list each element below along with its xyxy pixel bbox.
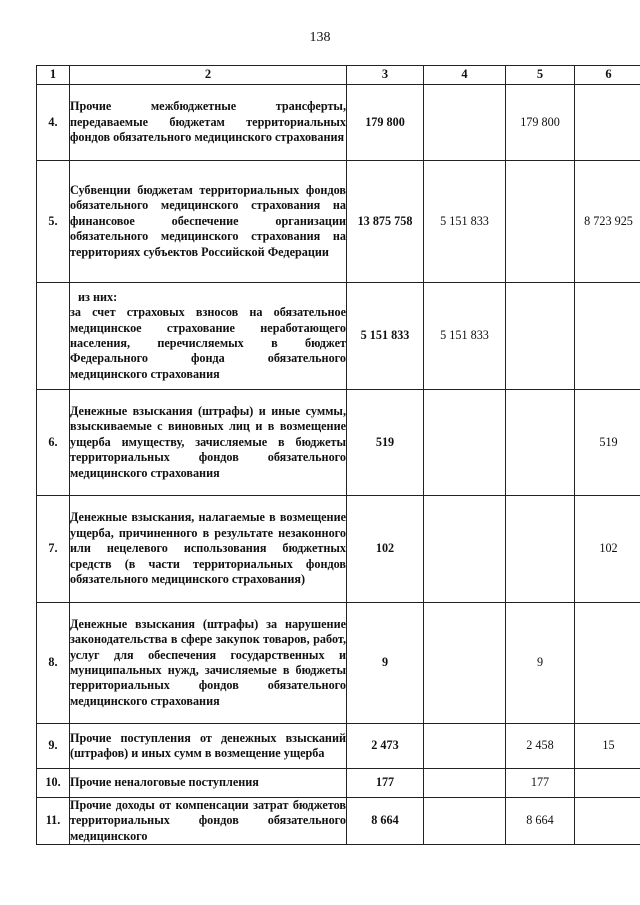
cell-col3: 8 664 (347, 798, 424, 845)
table-row (37, 161, 640, 283)
row-number: 11. (37, 798, 70, 845)
cell-col6 (575, 769, 640, 798)
row-description: Прочие поступления от денежных взысканий (штрафов) и иных сумм в возмещение ущерба (70, 724, 347, 769)
cell-col4: 5 151 833 (424, 161, 506, 283)
cell-col5: 9 (506, 603, 575, 724)
cell-col6 (575, 603, 640, 724)
cell-col5 (506, 390, 575, 496)
column-header-1: 1 (37, 66, 70, 85)
table-row (37, 390, 640, 496)
row-number (37, 283, 70, 390)
cell-col4 (424, 798, 506, 845)
row-description: Денежные взыскания (штрафы) за нарушение законодательства в сфере закупок товаров, работ, услуг для обеспечения государственных и муниципальных нужд, зачисляемые в бюджеты территориальных фондов обязательного медицинского страхования (70, 603, 347, 724)
cell-col5: 2 458 (506, 724, 575, 769)
cell-col3: 9 (347, 603, 424, 724)
cell-col5 (506, 161, 575, 283)
cell-col3: 102 (347, 496, 424, 603)
cell-col3: 519 (347, 390, 424, 496)
row-number: 5. (37, 161, 70, 283)
cell-col6: 8 723 925 (575, 161, 640, 283)
cell-col3: 179 800 (347, 85, 424, 161)
row-subheading: из них: (78, 289, 118, 304)
header-row (37, 66, 640, 85)
cell-col3: 2 473 (347, 724, 424, 769)
row-description: Прочие неналоговые поступления (70, 769, 347, 798)
row-description: Денежные взыскания, налагаемые в возмещение ущерба, причиненного в результате незаконного или нецелевого использования бюджетных средств (в части территориальных фондов обязательного медицинского страхования) (70, 496, 347, 603)
table-row (37, 769, 640, 798)
column-header-3: 3 (347, 66, 424, 85)
row-description (70, 283, 347, 390)
cell-col3: 5 151 833 (347, 283, 424, 390)
cell-col6 (575, 85, 640, 161)
row-description: Прочие межбюджетные трансферты, передаваемые бюджетам территориальных фондов обязательного медицинского страхования (70, 85, 347, 161)
row-description-text: за счет страховых взносов на обязательное медицинское страхование неработающего населения, перечисляемых в бюджет Федерального фонда обязательного медицинского страхования (70, 305, 346, 381)
cell-col4 (424, 390, 506, 496)
table-row (37, 283, 640, 390)
row-description: Денежные взыскания (штрафы) и иные суммы, взыскиваемые с виновных лиц и в возмещение ущерба имуществу, зачисляемые в бюджеты территориальных фондов обязательного медицинского страхования (70, 390, 347, 496)
row-number: 8. (37, 603, 70, 724)
cell-col5: 179 800 (506, 85, 575, 161)
table-row (37, 85, 640, 161)
row-number: 7. (37, 496, 70, 603)
cell-col4 (424, 496, 506, 603)
page-number: 138 (309, 30, 331, 45)
cell-col4 (424, 85, 506, 161)
column-header-6: 6 (575, 66, 640, 85)
cell-col5: 177 (506, 769, 575, 798)
cell-col6 (575, 798, 640, 845)
cell-col6 (575, 283, 640, 390)
cell-col6: 102 (575, 496, 640, 603)
budget-table (36, 65, 640, 845)
cell-col4 (424, 603, 506, 724)
cell-col5 (506, 283, 575, 390)
column-header-5: 5 (506, 66, 575, 85)
cell-col4 (424, 769, 506, 798)
cell-col3: 13 875 758 (347, 161, 424, 283)
table-row (37, 798, 640, 845)
cell-col5: 8 664 (506, 798, 575, 845)
cell-col6: 15 (575, 724, 640, 769)
table-row (37, 603, 640, 724)
row-description: Субвенции бюджетам территориальных фондов обязательного медицинского страхования на финансовое обеспечение организации обязательного медицинского страхования на территориях субъектов Российской Федерации (70, 161, 347, 283)
column-header-2: 2 (70, 66, 347, 85)
cell-col3: 177 (347, 769, 424, 798)
row-number: 4. (37, 85, 70, 161)
cell-col5 (506, 496, 575, 603)
column-header-4: 4 (424, 66, 506, 85)
row-number: 6. (37, 390, 70, 496)
table-row (37, 724, 640, 769)
cell-col6: 519 (575, 390, 640, 496)
cell-col4 (424, 724, 506, 769)
table-row (37, 496, 640, 603)
row-description: Прочие доходы от компенсации затрат бюджетов территориальных фондов обязательного медицинского (70, 798, 346, 843)
row-number: 10. (37, 769, 70, 798)
row-number: 9. (37, 724, 70, 769)
cell-col4: 5 151 833 (424, 283, 506, 390)
